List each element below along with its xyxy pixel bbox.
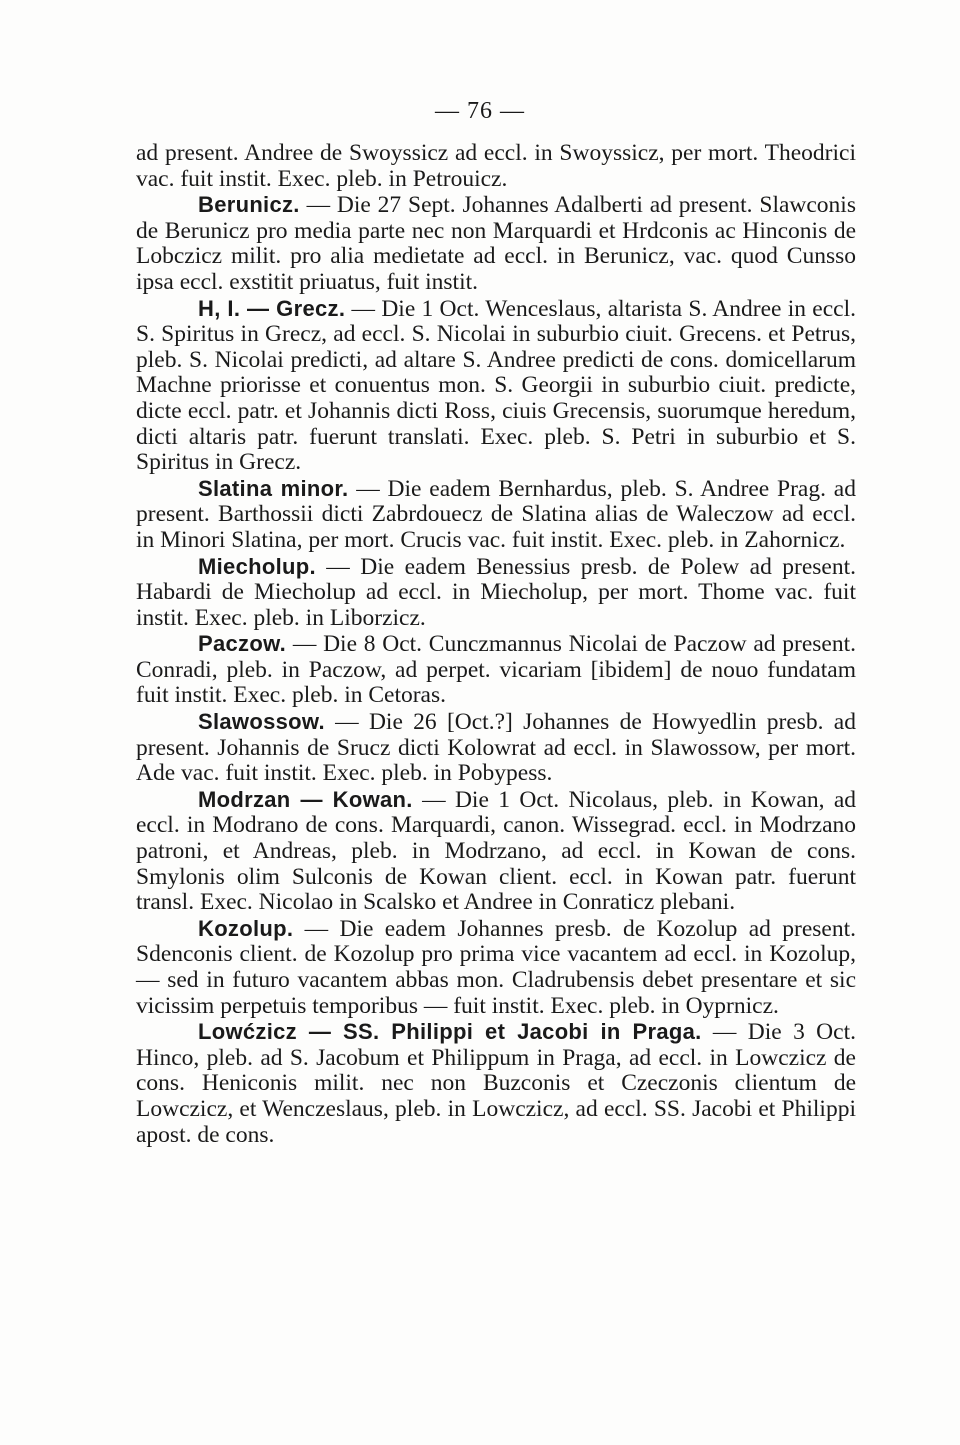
entry-paragraph-paczow	[136, 631, 856, 709]
entry-paragraph-kozolup	[136, 916, 856, 1019]
entry-paragraph-berunicz	[136, 192, 856, 295]
entry-paragraph-continuation	[136, 140, 856, 192]
entry-text: — Die 1 Oct. Nicolaus, pleb. in Kowan, ad eccl. in Modrano de cons. Marquardi, canon. Wissegrad. eccl. in Modrzano patroni, et Andreas, pleb. in Modrzano, ad eccl. in Kowan de cons. Smylonis olim Sulconis de Kowan client. eccl. in Kowan patr. fuerunt transl. Exec. Nicolao in Scalsko et Andree in Conraticz plebani.	[136, 786, 856, 916]
entry-text: — Die 3 Oct. Hinco, pleb. ad S. Jacobum et Philippum in Praga, ad eccl. in Lowczicz de cons. Heniconis milit. nec non Buzconis et Czeczonis clientum de Lowczicz, et Wenczeslaus, pleb. in Lowczicz, ad eccl. SS. Jacobi et Philippi apost. de cons.	[136, 1019, 856, 1148]
page-number: — 76 —	[435, 98, 525, 124]
entry-text: — Die 1 Oct. Wenceslaus, altarista S. Andree in eccl. S. Spiritus in Grecz, ad eccl. S. Nicolai in suburbio ciuit. Grecens. et Petrus, pleb. S. Nicolai predicti, ad altare S. Andree predicti de cons. domicellarum Machne priorisse et conuentus mon. S. Georgii in suburbio ciuit. predicte, dicte eccl. patr. et Johannis dicti Ross, ciuis Grecensis, suorumque heredum, dicti altaris patr. fuerunt translati. Exec. pleb. S. Petri in suburbio et S. Spiritus in Grecz.	[136, 295, 856, 476]
document-body	[136, 140, 856, 1148]
entry-text: — Die eadem Benessius presb. de Polew ad present. Habardi de Miecholup ad eccl. in Miecholup, per mort. Thome vac. fuit instit. Exec. pleb. in Liborzicz.	[136, 553, 856, 631]
entry-headword: Berunicz.	[198, 192, 300, 218]
entry-text: — Die 27 Sept. Johannes Adalberti ad present. Slawconis de Berunicz pro media parte nec non Marquardi et Hrdconis ac Hinconis de Lobczicz milit. pro alia medietate ad eccl. in Berunicz, vac. quod Cunsso ipsa eccl. exstitit priuatus, fuit instit.	[136, 192, 856, 295]
entry-headword: Slawossow.	[198, 709, 325, 735]
entry-text: — Die 8 Oct. Cunczmannus Nicolai de Paczow ad present. Conradi, pleb. in Paczow, ad perpet. vicariam [ibidem] de nouo fundatam fuit instit. Exec. pleb. in Cetoras.	[136, 631, 856, 709]
entry-headword: Paczow.	[198, 631, 287, 657]
entry-paragraph-miecholup	[136, 554, 856, 632]
entry-text: — Die eadem Bernhardus, pleb. S. Andree Prag. ad present. Barthossii dicti Zabrdouecz de Slatina alias de Waleczow ad eccl. in Minori Slatina, per mort. Crucis vac. fuit instit. Exec. pleb. in Zahornicz.	[136, 475, 856, 553]
entry-headword: H, I. — Grecz.	[198, 295, 346, 321]
entry-text: — Die 26 [Oct.?] Johannes de Howyedlin presb. ad present. Johannis de Srucz dicti Kolowrat ad eccl. in Slawossow, per mort. Ade vac. fuit instit. Exec. pleb. in Pobypess.	[136, 709, 856, 787]
entry-headword: Modrzan — Kowan.	[198, 786, 413, 812]
entry-text: ad present. Andree de Swoyssicz ad eccl. in Swoyssicz, per mort. Theodrici vac. fuit instit. Exec. pleb. in Petrouicz.	[136, 140, 856, 192]
entry-paragraph-modrzan-kowan	[136, 787, 856, 916]
entry-paragraph-grecz	[136, 296, 856, 476]
entry-headword: Kozolup.	[198, 915, 294, 941]
entry-text: — Die eadem Johannes presb. de Kozolup ad present. Sdenconis client. de Kozolup pro prima vice vacantem ad eccl. in Kozolup, — sed in futuro vacantem abbas mon. Cladrubensis debet presentare et sic vicissim perpetuis temporibus — fuit instit. Exec. pleb. in Oyprnicz.	[136, 915, 856, 1019]
entry-headword: Lowćzicz — SS. Philippi et Jacobi in Praga.	[198, 1019, 702, 1045]
entry-headword: Miecholup.	[198, 553, 316, 579]
entry-paragraph-lowczicz	[136, 1019, 856, 1148]
entry-paragraph-slawossow	[136, 709, 856, 787]
entry-headword: Slatina minor.	[198, 475, 349, 501]
entry-paragraph-slatina-minor	[136, 476, 856, 554]
